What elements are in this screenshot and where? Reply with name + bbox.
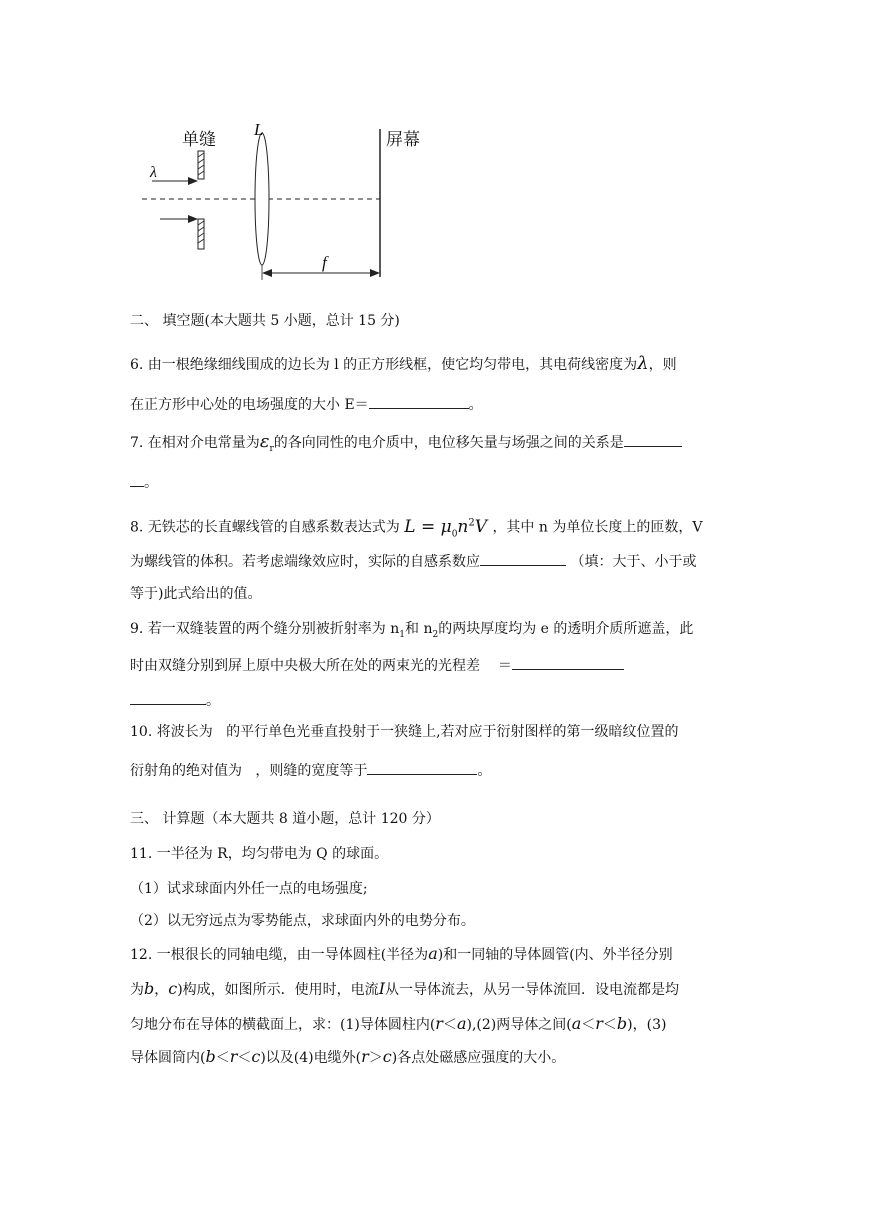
- question-8-line-3: 等于)此式给出的值。: [130, 586, 262, 602]
- inductance-formula: $L = \mu_0n^2V$: [404, 516, 488, 540]
- question-10-line-2: 衍射角的绝对值为 ，则缝的宽度等于 。: [130, 760, 491, 780]
- question-6-line-1: 6. 由一根绝缘细线围成的边长为 l 的正方形线框，使它均匀带电，其电荷线密度为λ，则: [130, 353, 677, 374]
- question-8-line-2: 为螺线管的体积。若考虑端缘效应时，实际的自感系数应 （填：大于、小于或: [130, 551, 696, 571]
- single-slit-diagram: [130, 115, 460, 290]
- label-focal: f: [322, 253, 327, 272]
- question-12-line-2: 为b，c)构成，如图所示．使用时，电流I从一导体流去，从另一导体流回．设电流都是均: [130, 979, 680, 998]
- section-3-title: 三、 计算题（本大题共 8 道小题，总计 120 分）: [130, 811, 440, 827]
- label-lens: L: [254, 120, 264, 139]
- question-12-line-3: 匀地分布在导体的横截面上，求：(1)导体圆柱内(r＜a),(2)两导体之间(a＜r＜b)，(3): [130, 1014, 667, 1033]
- question-10-line-1: 10. 将波长为 的平行单色光垂直投射于一狭缝上,若对应于衍射图样的第一级暗纹位置的: [130, 724, 679, 740]
- label-lambda: λ: [150, 164, 157, 181]
- question-11-line-2: （1）试求球面内外任一点的电场强度;: [130, 881, 368, 897]
- question-9-line-2: 时由双缝分别到屏上原中央极大所在处的两束光的光程差 ＝: [130, 655, 624, 675]
- section-2-title: 二、 填空题(本大题共 5 小题，总计 15 分): [130, 313, 400, 329]
- answer-blank-9[interactable]: [512, 655, 624, 670]
- lens: [255, 133, 269, 265]
- label-slit: 单缝: [182, 130, 216, 149]
- question-11-line-3: （2）以无穷远点为零势能点，求球面内外的电势分布。: [130, 913, 475, 929]
- question-9-line-3: 。: [130, 690, 220, 710]
- question-11-line-1: 11. 一半径为 R，均匀带电为 Q 的球面。: [130, 846, 389, 862]
- question-7-line-1: 7. 在相对介电常量为$\varepsilon_r$的各向同性的电介质中，电位移矢量与场强之间的关系是: [130, 432, 682, 458]
- question-9-line-1: 9. 若一双缝装置的两个缝分别被折射率为 $n_1$和 $n_2$的两块厚度均为 e 的透明介质所遮盖，此: [130, 621, 694, 640]
- question-7-line-2: 。: [130, 472, 158, 492]
- answer-blank-9-cont[interactable]: [130, 690, 206, 705]
- label-screen: 屏幕: [386, 130, 420, 149]
- answer-blank-8[interactable]: [480, 551, 566, 566]
- question-8-line-1: 8. 无铁芯的长直螺线管的自感系数表达式为 $L = \mu_0n^2V$ ，其中 n 为单位长度上的匝数，V: [130, 516, 703, 540]
- question-6-line-2: 在正方形中心处的电场强度的大小 E＝ 。: [130, 394, 483, 414]
- question-12-line-1: 12. 一根很长的同轴电缆，由一导体圆柱(半径为a)和一同轴的导体圆管(内、外半径分别: [130, 944, 673, 963]
- answer-blank-7[interactable]: [624, 432, 682, 447]
- answer-blank-6[interactable]: [369, 394, 469, 409]
- answer-blank-10[interactable]: [367, 760, 477, 775]
- question-12-line-4: 导体圆筒内(b＜r＜c)以及(4)电缆外(r＞c)各点处磁感应强度的大小。: [130, 1047, 566, 1066]
- answer-blank-7-cont[interactable]: [130, 472, 144, 487]
